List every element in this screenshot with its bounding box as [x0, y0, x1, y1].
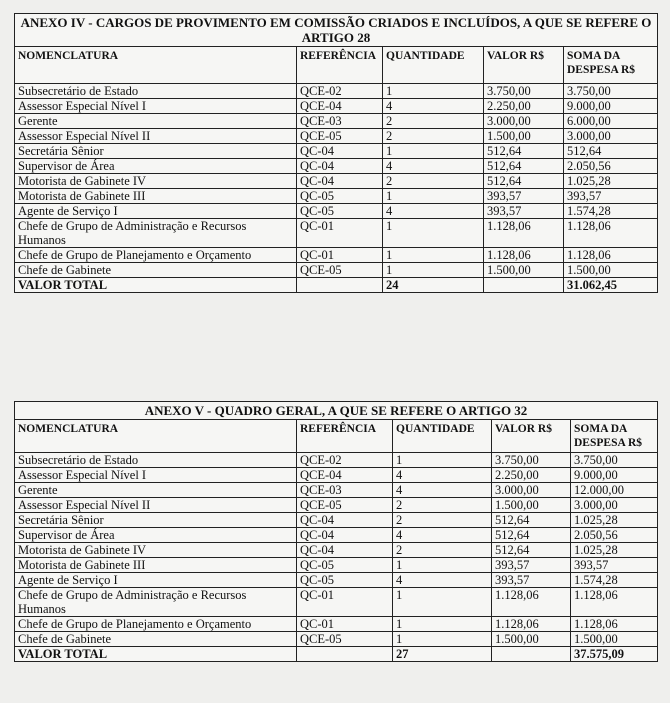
cell-quantidade: 4 — [383, 99, 484, 114]
table-row — [15, 453, 658, 468]
cell-valor: 1.128,06 — [484, 248, 564, 263]
cell-nomenclatura: Assessor Especial Nível II — [15, 129, 297, 144]
cell-referencia: QC-04 — [297, 513, 393, 528]
cell-nomenclatura: Motorista de Gabinete IV — [15, 543, 297, 558]
cell-valor: 512,64 — [484, 159, 564, 174]
cell-quantidade: 4 — [393, 528, 492, 543]
cell-referencia: QC-01 — [297, 248, 383, 263]
cell-referencia: QCE-03 — [297, 483, 393, 498]
cell-soma: 1.128,06 — [564, 219, 658, 248]
anexo-iv-table — [14, 13, 658, 293]
cell-referencia: QC-04 — [297, 144, 383, 159]
cell-nomenclatura: Gerente — [15, 483, 297, 498]
table-row — [15, 189, 658, 204]
cell-soma: 393,57 — [564, 189, 658, 204]
total-cell-quantidade: 27 — [393, 647, 492, 662]
cell-soma: 1.025,28 — [564, 174, 658, 189]
table-row — [15, 632, 658, 647]
cell-soma: 3.750,00 — [564, 84, 658, 99]
cell-quantidade: 2 — [383, 129, 484, 144]
cell-referencia: QC-05 — [297, 558, 393, 573]
cell-referencia: QCE-05 — [297, 632, 393, 647]
total-row — [15, 278, 658, 293]
cell-referencia: QC-05 — [297, 204, 383, 219]
cell-nomenclatura: Chefe de Grupo de Planejamento e Orçamento — [15, 248, 297, 263]
cell-soma: 1.025,28 — [571, 513, 658, 528]
col-header-nomenclatura: NOMENCLATURA — [15, 47, 297, 84]
cell-valor: 2.250,00 — [492, 468, 571, 483]
cell-valor: 512,64 — [492, 543, 571, 558]
anexo-v-title: ANEXO V - QUADRO GERAL, A QUE SE REFERE O ARTIGO 32 — [14, 401, 658, 419]
cell-valor: 393,57 — [492, 573, 571, 588]
cell-soma: 1.500,00 — [571, 632, 658, 647]
cell-nomenclatura: Secretária Sênior — [15, 144, 297, 159]
cell-soma: 3.000,00 — [564, 129, 658, 144]
col-header-referencia: REFERÊNCIA — [297, 420, 393, 453]
cell-quantidade: 1 — [393, 588, 492, 617]
cell-referencia: QC-05 — [297, 573, 393, 588]
cell-quantidade: 1 — [383, 248, 484, 263]
cell-soma: 1.574,28 — [571, 573, 658, 588]
cell-valor: 512,64 — [484, 174, 564, 189]
cell-soma: 1.025,28 — [571, 543, 658, 558]
table-row — [15, 263, 658, 278]
cell-valor: 512,64 — [492, 528, 571, 543]
table-row — [15, 159, 658, 174]
total-cell-quantidade: 24 — [383, 278, 484, 293]
cell-nomenclatura: Chefe de Grupo de Administração e Recursos Humanos — [15, 219, 297, 248]
table-row — [15, 114, 658, 129]
cell-nomenclatura: Assessor Especial Nível I — [15, 468, 297, 483]
cell-referencia: QC-01 — [297, 617, 393, 632]
col-header-quantidade: QUANTIDADE — [393, 420, 492, 453]
cell-quantidade: 4 — [393, 483, 492, 498]
table-row — [15, 498, 658, 513]
cell-nomenclatura: Assessor Especial Nível I — [15, 99, 297, 114]
cell-valor: 3.750,00 — [484, 84, 564, 99]
cell-referencia: QC-04 — [297, 159, 383, 174]
table-row — [15, 248, 658, 263]
cell-valor: 1.500,00 — [484, 129, 564, 144]
anexo-v-table — [14, 401, 658, 662]
col-header-valor: VALOR R$ — [484, 47, 564, 84]
table-row — [15, 99, 658, 114]
cell-valor: 3.750,00 — [492, 453, 571, 468]
cell-quantidade: 4 — [383, 204, 484, 219]
cell-quantidade: 1 — [393, 453, 492, 468]
cell-nomenclatura: Agente de Serviço I — [15, 573, 297, 588]
col-header-soma: SOMA DA DESPESA R$ — [571, 420, 658, 453]
cell-valor: 1.500,00 — [492, 498, 571, 513]
header-row — [15, 420, 658, 453]
cell-valor: 2.250,00 — [484, 99, 564, 114]
cell-nomenclatura: Motorista de Gabinete IV — [15, 174, 297, 189]
col-header-referencia: REFERÊNCIA — [297, 47, 383, 84]
cell-referencia: QC-04 — [297, 528, 393, 543]
cell-quantidade: 1 — [383, 219, 484, 248]
cell-soma: 2.050,56 — [571, 528, 658, 543]
cell-nomenclatura: Chefe de Grupo de Planejamento e Orçamento — [15, 617, 297, 632]
table-row — [15, 558, 658, 573]
col-header-soma: SOMA DA DESPESA R$ — [564, 47, 658, 84]
cell-quantidade: 1 — [383, 263, 484, 278]
table-row — [15, 513, 658, 528]
total-cell-valor — [484, 278, 564, 293]
cell-valor: 3.000,00 — [492, 483, 571, 498]
cell-soma: 1.128,06 — [564, 248, 658, 263]
cell-soma: 1.500,00 — [564, 263, 658, 278]
cell-nomenclatura: Secretária Sênior — [15, 513, 297, 528]
cell-soma: 1.128,06 — [571, 588, 658, 617]
cell-nomenclatura: Chefe de Gabinete — [15, 263, 297, 278]
cell-referencia: QCE-03 — [297, 114, 383, 129]
total-cell-nomenclatura: VALOR TOTAL — [15, 647, 297, 662]
cell-valor: 512,64 — [484, 144, 564, 159]
col-header-valor: VALOR R$ — [492, 420, 571, 453]
cell-referencia: QC-05 — [297, 189, 383, 204]
cell-referencia: QCE-02 — [297, 453, 393, 468]
table-row — [15, 204, 658, 219]
cell-referencia: QC-01 — [297, 588, 393, 617]
cell-quantidade: 2 — [393, 498, 492, 513]
cell-referencia: QCE-04 — [297, 468, 393, 483]
cell-valor: 512,64 — [492, 513, 571, 528]
cell-nomenclatura: Motorista de Gabinete III — [15, 558, 297, 573]
cell-valor: 393,57 — [484, 189, 564, 204]
col-header-nomenclatura: NOMENCLATURA — [15, 420, 297, 453]
cell-valor: 1.128,06 — [492, 588, 571, 617]
header-row — [15, 47, 658, 84]
table-row — [15, 528, 658, 543]
cell-valor: 393,57 — [484, 204, 564, 219]
cell-nomenclatura: Motorista de Gabinete III — [15, 189, 297, 204]
cell-referencia: QCE-05 — [297, 129, 383, 144]
cell-quantidade: 2 — [393, 543, 492, 558]
total-row — [15, 647, 658, 662]
cell-soma: 12.000,00 — [571, 483, 658, 498]
cell-quantidade: 2 — [383, 174, 484, 189]
cell-soma: 1.574,28 — [564, 204, 658, 219]
cell-referencia: QC-04 — [297, 174, 383, 189]
cell-quantidade: 1 — [393, 558, 492, 573]
cell-nomenclatura: Agente de Serviço I — [15, 204, 297, 219]
total-cell-soma: 37.575,09 — [571, 647, 658, 662]
cell-quantidade: 2 — [393, 513, 492, 528]
cell-valor: 1.500,00 — [492, 632, 571, 647]
cell-nomenclatura: Supervisor de Área — [15, 159, 297, 174]
cell-soma: 3.000,00 — [571, 498, 658, 513]
cell-soma: 1.128,06 — [571, 617, 658, 632]
cell-referencia: QCE-02 — [297, 84, 383, 99]
total-cell-referencia — [297, 647, 393, 662]
cell-soma: 9.000,00 — [571, 468, 658, 483]
cell-nomenclatura: Assessor Especial Nível II — [15, 498, 297, 513]
cell-quantidade: 4 — [393, 468, 492, 483]
cell-valor: 1.128,06 — [492, 617, 571, 632]
cell-referencia: QC-04 — [297, 543, 393, 558]
cell-soma: 393,57 — [571, 558, 658, 573]
cell-nomenclatura: Chefe de Gabinete — [15, 632, 297, 647]
cell-nomenclatura: Subsecretário de Estado — [15, 84, 297, 99]
table-row — [15, 174, 658, 189]
cell-quantidade: 1 — [383, 189, 484, 204]
anexo-iv-title: ANEXO IV - CARGOS DE PROVIMENTO EM COMISSÃO CRIADOS E INCLUÍDOS, A QUE SE REFERE O ARTIGO 28 — [14, 13, 658, 46]
total-cell-referencia — [297, 278, 383, 293]
cell-nomenclatura: Chefe de Grupo de Administração e Recursos Humanos — [15, 588, 297, 617]
cell-valor: 393,57 — [492, 558, 571, 573]
cell-soma: 512,64 — [564, 144, 658, 159]
table-row — [15, 617, 658, 632]
table-row — [15, 588, 658, 617]
cell-soma: 3.750,00 — [571, 453, 658, 468]
table-row — [15, 543, 658, 558]
table-row — [15, 129, 658, 144]
cell-referencia: QCE-05 — [297, 263, 383, 278]
cell-quantidade: 1 — [393, 617, 492, 632]
cell-nomenclatura: Subsecretário de Estado — [15, 453, 297, 468]
cell-referencia: QCE-05 — [297, 498, 393, 513]
total-cell-nomenclatura: VALOR TOTAL — [15, 278, 297, 293]
table-row — [15, 468, 658, 483]
total-cell-soma: 31.062,45 — [564, 278, 658, 293]
table-row — [15, 84, 658, 99]
cell-quantidade: 4 — [393, 573, 492, 588]
cell-quantidade: 4 — [383, 159, 484, 174]
total-cell-valor — [492, 647, 571, 662]
cell-nomenclatura: Supervisor de Área — [15, 528, 297, 543]
cell-quantidade: 2 — [383, 114, 484, 129]
cell-quantidade: 1 — [383, 84, 484, 99]
cell-quantidade: 1 — [383, 144, 484, 159]
cell-valor: 3.000,00 — [484, 114, 564, 129]
cell-quantidade: 1 — [393, 632, 492, 647]
col-header-quantidade: QUANTIDADE — [383, 47, 484, 84]
table-row — [15, 573, 658, 588]
cell-soma: 2.050,56 — [564, 159, 658, 174]
table-row — [15, 483, 658, 498]
cell-valor: 1.128,06 — [484, 219, 564, 248]
cell-referencia: QCE-04 — [297, 99, 383, 114]
cell-valor: 1.500,00 — [484, 263, 564, 278]
cell-soma: 6.000,00 — [564, 114, 658, 129]
cell-nomenclatura: Gerente — [15, 114, 297, 129]
cell-soma: 9.000,00 — [564, 99, 658, 114]
table-row — [15, 219, 658, 248]
table-row — [15, 144, 658, 159]
cell-referencia: QC-01 — [297, 219, 383, 248]
